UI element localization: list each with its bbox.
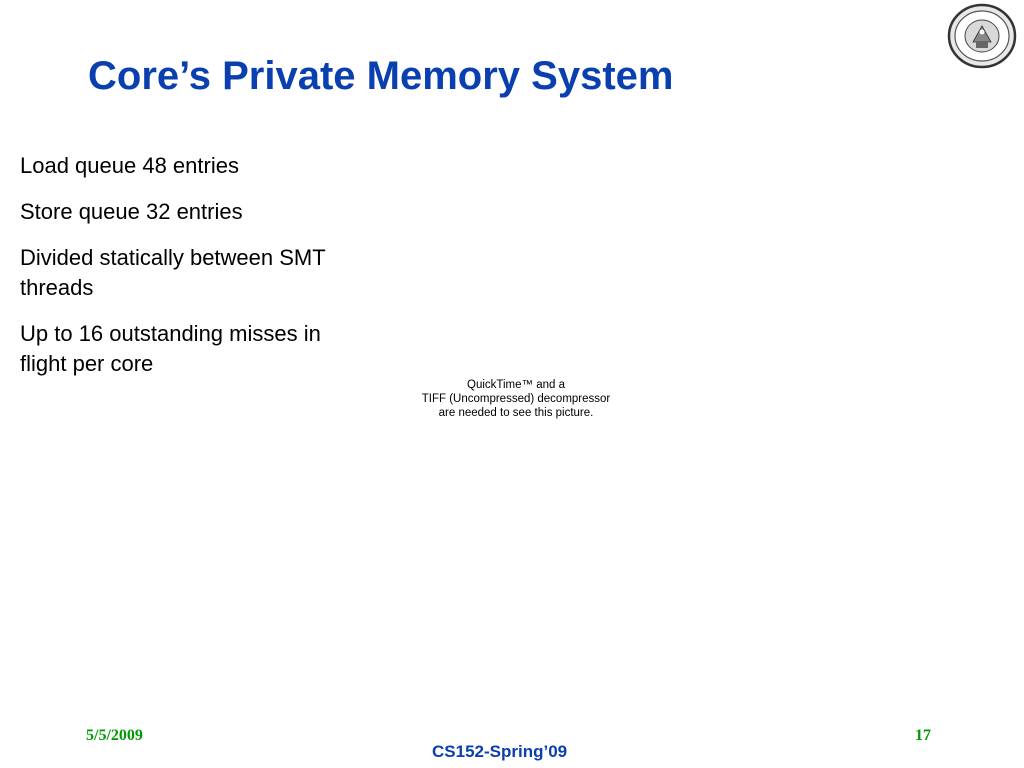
footer-course: CS152-Spring’09 <box>432 742 568 761</box>
page-number: 17 <box>915 727 931 744</box>
slide-title: Core’s Private Memory System <box>88 54 674 98</box>
placeholder-line: QuickTime™ and a <box>467 379 565 391</box>
bullet-item: Divided statically between SMT threads <box>20 245 326 300</box>
bullet-list <box>20 151 340 395</box>
bullet-item: Load queue 48 entries <box>20 153 239 178</box>
placeholder-line: TIFF (Uncompressed) decompressor <box>421 393 611 405</box>
university-seal-icon <box>946 2 1018 70</box>
bullet-item: Up to 16 outstanding misses in flight per core <box>20 321 321 376</box>
placeholder-line: are needed to see this picture. <box>438 407 594 419</box>
bullet-item: Store queue 32 entries <box>20 199 243 224</box>
footer-date: 5/5/2009 <box>86 727 143 744</box>
image-placeholder <box>400 378 632 420</box>
